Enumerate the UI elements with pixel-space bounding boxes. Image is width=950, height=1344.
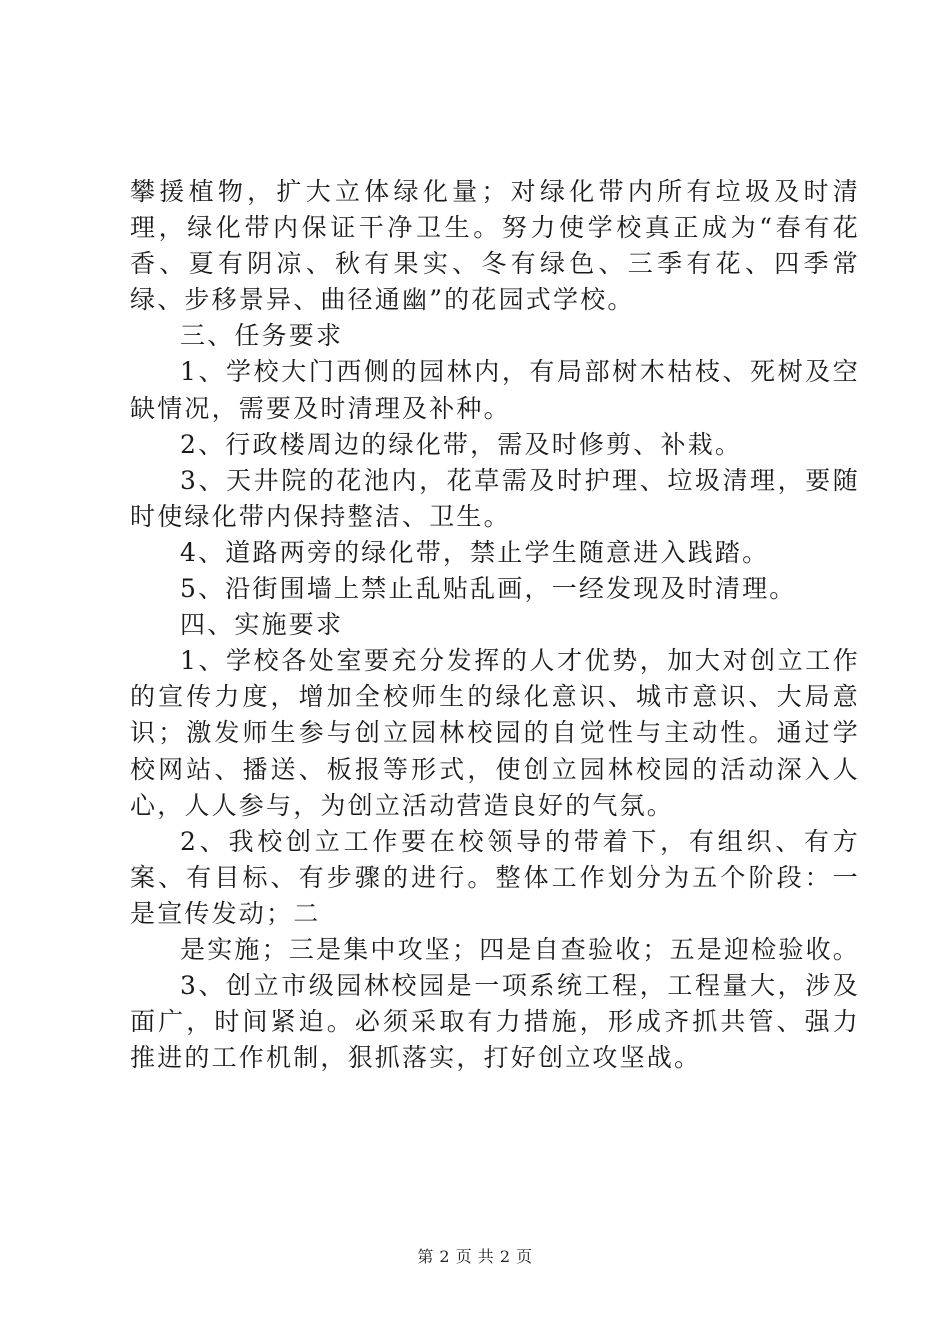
paragraph-implementation-1: 1、学校各处室要充分发挥的人才优势，加大对创立工作的宣传力度，增加全校师生的绿化意识、城市意识、大局意识；激发师生参与创立园林校园的自觉性与主动性。通过学校网站、播送、板报等形式，使创立园林校园的活动深入人心，人人参与，为创立活动营造良好的气氛。: [130, 646, 860, 820]
paragraph-implementation-2: 2、我校创立工作要在校领导的带着下，有组织、有方案、有目标、有步骤的进行。整体工作划分为五个阶段：一是宣传发动；二: [130, 826, 860, 928]
paragraph-implementation-2-continued: 是实施；三是集中攻坚；四是自查验收；五是迎检验收。: [180, 934, 861, 964]
paragraph-implementation-3: 3、创立市级园林校园是一项系统工程，工程量大，涉及面广，时间紧迫。必须采取有力措施，形成齐抓共管、强力推进的工作机制，狠抓落实，打好创立攻坚战。: [130, 971, 860, 1073]
page-number-footer: 第 2 页 共 2 页: [417, 1247, 533, 1266]
section-heading-implementation: 四、实施要求: [180, 610, 344, 640]
section-heading-task-requirements: 三、任务要求: [180, 321, 344, 351]
document-body: [130, 174, 860, 1076]
paragraph-task-1: 1、学校大门西侧的园林内，有局部树木枯枝、死树及空缺情况，需要及时清理及补种。: [130, 357, 860, 423]
paragraph-task-3: 3、天井院的花池内，花草需及时护理、垃圾清理，要随时使绿化带内保持整洁、卫生。: [130, 465, 860, 531]
paragraph-1: 攀援植物，扩大立体绿化量；对绿化带内所有垃圾及时清理，绿化带内保证干净卫生。努力使学校真正成为“春有花香、夏有阴凉、秋有果实、冬有绿色、三季有花、四季常绿、步移景异、曲径通幽”的花园式学校。: [130, 177, 860, 315]
paragraph-task-5: 5、沿街围墙上禁止乱贴乱画，一经发现及时清理。: [180, 574, 797, 604]
paragraph-task-2: 2、行政楼周边的绿化带，需及时修剪、补栽。: [180, 429, 743, 459]
paragraph-task-4: 4、道路两旁的绿化带，禁止学生随意进入践踏。: [180, 537, 770, 567]
